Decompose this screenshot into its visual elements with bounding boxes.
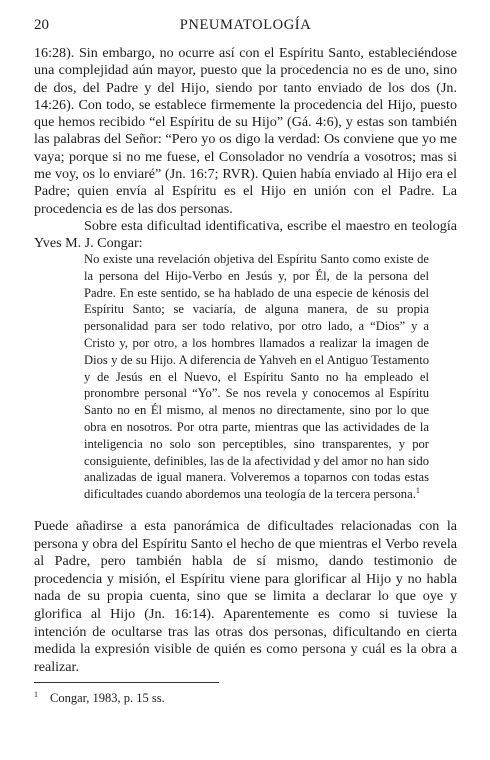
block-quote-text [84, 251, 429, 503]
footnote: $^1$ Congar, 1983, p. 15 ss. [34, 689, 165, 705]
main-text [34, 45, 457, 253]
body-paragraph-1: 16:28). Sin embargo, no ocurre así con el Espíritu Santo, estableciéndose una complejidad aún mayor, puesto que la procedencia no es de uno, sino de dos, del Padre y del Hijo, siendo por tanto enviado de los dos (Jn. 14:26). Con todo, se establece firmemente la procedencia del Hijo, puesto que hemos recibido “el Espíritu de su Hijo” (Gá. 4:6), y estas son también las palabras del Señor: “Pero yo os digo la verdad: Os conviene que yo me vaya; porque si no me fuese, el Consolador no vendría a vosotros; mas si me voy, os lo enviaré” (Jn. 16:7; RVR). Quien había enviado al Hijo era el Padre; quien envía al Espíritu es el Hijo en unión con el Padre. La procedencia es de las dos personas. [34, 45, 457, 217]
footnote-reference: 1 [415, 485, 420, 495]
page-header [34, 17, 457, 35]
page-number: 20 [34, 17, 49, 33]
running-head: PNEUMATOLOGÍA [179, 17, 312, 33]
closing-text [34, 518, 457, 676]
footnote-text: Congar, 1983, p. 15 ss. [50, 691, 165, 705]
body-paragraph-3: Puede añadirse a esta panorámica de dificultades relacionadas con la persona y obra del Espíritu Santo el hecho de que mientras el Verbo revela al Padre, pero también habla de sí mismo, dando testimonio de procedencia y misión, el Espíritu viene para glorificar al Hijo y no habla nada de su propia cuenta, sino que se limita a declarar lo que oye y glorifica al Hijo (Jn. 16:14). Aparentemente es como si tuviese la intención de ocultarse tras las otras dos personas, dificultando en cierta medida la expresión visible de quién es como persona y cuál es la obra a realizar. [34, 518, 457, 675]
body-paragraph-2: Sobre esta dificultad identificativa, escribe el maestro en teología Yves M. J. Congar: [34, 217, 457, 252]
block-quote [84, 251, 429, 503]
quote-body: No existe una revelación objetiva del Espíritu Santo como existe de la persona del Hijo-Verbo en Jesús y, por Él, de la persona del Padre. En este sentido, se ha hablado de una especie de kénosis del Espíritu Santo; se vaciaría, de alguna manera, de su propia personalidad para ser todo relativo, por otro lado, a “Dios” y a Cristo y, por otro, a los hombres llamados a realizar la imagen de Dios y de su Hijo. A diferencia de Yahveh en el Antiguo Testamento y de Jesús en el Nuevo, el Espíritu Santo no ha empleado el pronombre personal “Yo”. Se nos revela y conocemos al Espíritu Santo no en Él mismo, al menos no directamente, sino por lo que obra en nosotros. Por otra parte, mientras que las actividades de la inteligencia no solo son perceptibles, sino transparentes, y por consiguiente, definibles, las de la afectividad y del amor no han sido analizadas de igual manera. Volveremos a toparnos con todas estas dificultades cuando abordemos una teología de la tercera persona. [84, 252, 429, 502]
footnote-divider [34, 682, 219, 683]
